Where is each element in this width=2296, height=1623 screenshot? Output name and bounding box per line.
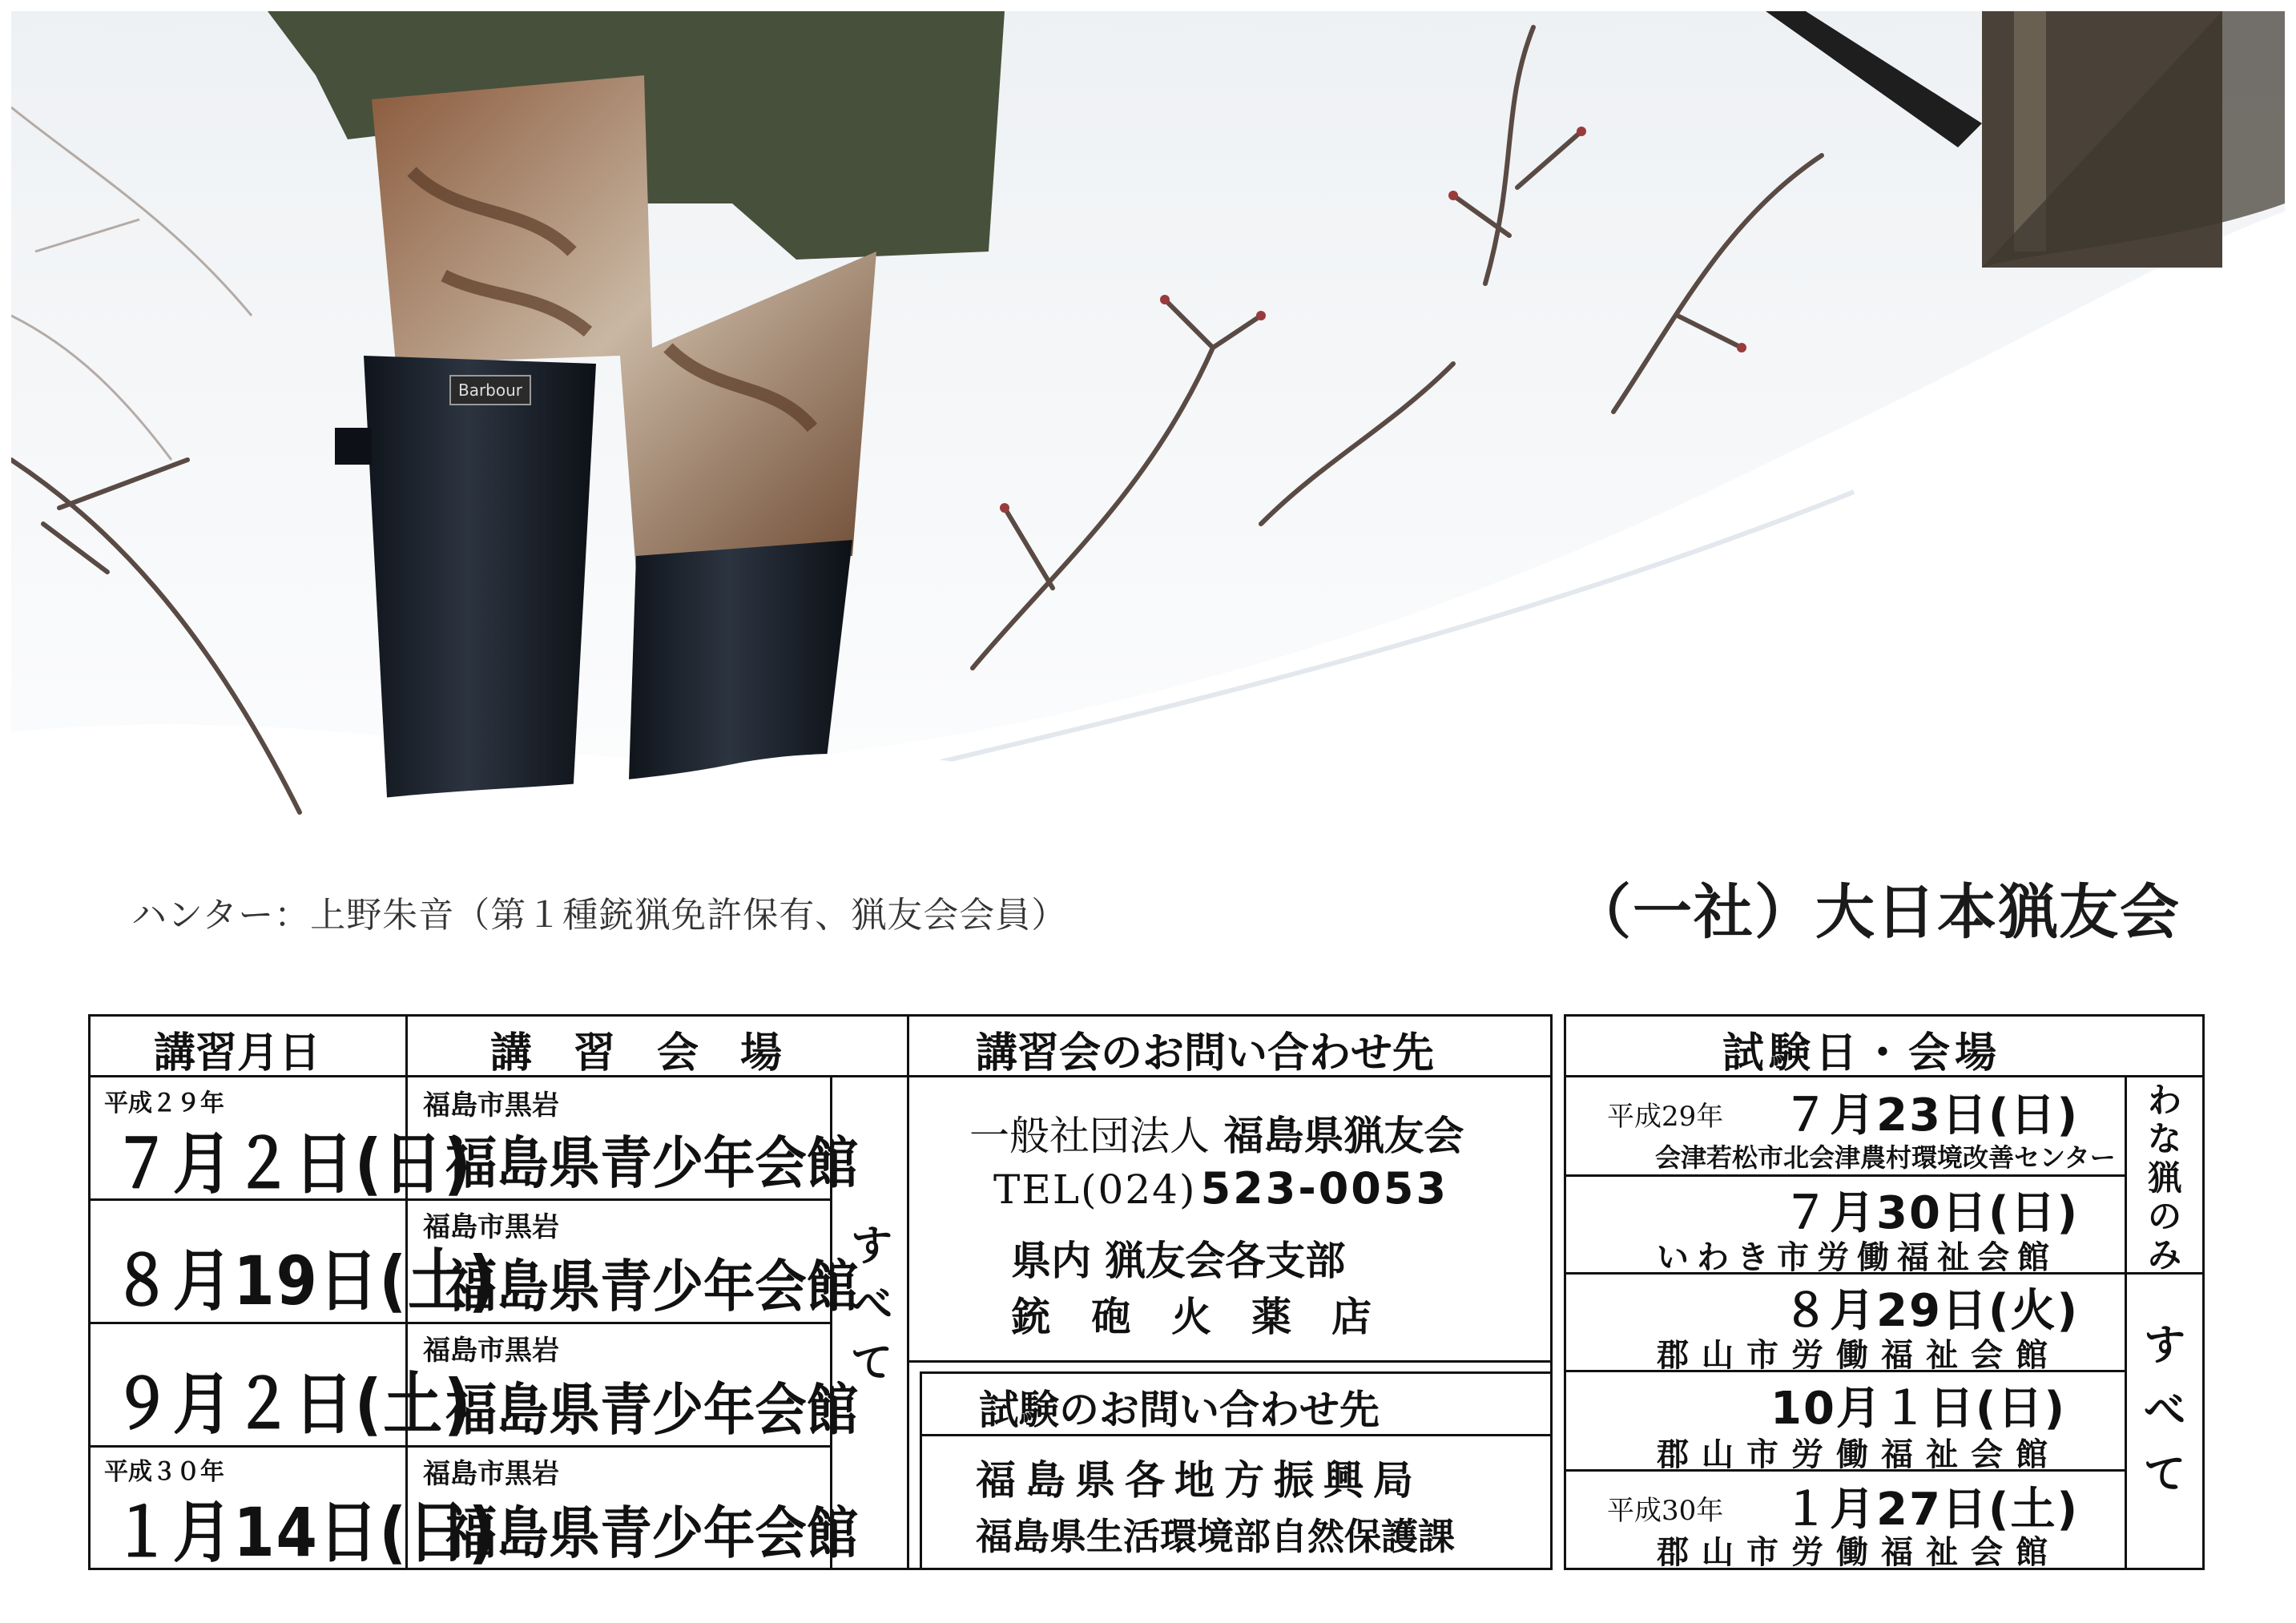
seminar-city: 福島市黒岩 xyxy=(423,1089,559,1122)
seminar-city: 福島市黒岩 xyxy=(423,1335,559,1367)
photo-caption: ハンター：上野朱音（第１種銃猟免許保有、猟友会会員） xyxy=(131,895,1068,936)
contact-tel-label: TEL(024) xyxy=(993,1166,1197,1213)
exam-date: ７月23日(日) xyxy=(1783,1089,2080,1142)
exam-date: 10月１日(日) xyxy=(1770,1383,2067,1435)
seminar-venue: 福島県青少年会館 xyxy=(445,1130,859,1196)
exam-era: 平成29年 xyxy=(1607,1101,1724,1133)
exam-venue: 会津若松市北会津農村環境改善センター xyxy=(1655,1142,2116,1173)
seminar-venue: 福島県青少年会館 xyxy=(445,1377,859,1443)
seminar-venue: 福島県青少年会館 xyxy=(445,1500,859,1566)
contact-org xyxy=(969,1104,1464,1162)
exam-era: 平成30年 xyxy=(1607,1495,1724,1527)
exam-venue: 郡山市労働福祉会館 xyxy=(1657,1436,2060,1473)
contact-tel-number: 523-0053 xyxy=(1200,1163,1449,1214)
snow-scene-illustration xyxy=(11,11,2285,985)
exam-date: ８月29日(火) xyxy=(1783,1285,2080,1337)
exam-venue: 郡山市労働福祉会館 xyxy=(1657,1533,2060,1571)
seminar-date: ９月２日(土) xyxy=(112,1365,473,1444)
exam-table-header: 試験日・会場 xyxy=(1722,1029,2002,1077)
seminar-city: 福島市黒岩 xyxy=(423,1458,559,1490)
header-seminar-venue: 講 習 会 場 xyxy=(490,1029,783,1077)
contact-tel xyxy=(993,1163,1448,1214)
seminar-date: ７月２日(日) xyxy=(112,1125,473,1203)
contact-branches: 県内 猟友会各支部 xyxy=(1011,1237,1346,1284)
hunter-photo xyxy=(11,11,2285,985)
exam-date: ７月30日(日) xyxy=(1783,1187,2080,1239)
seminar-venue: 福島県青少年会館 xyxy=(445,1254,859,1319)
contact-shops: 銃 砲 火 薬 店 xyxy=(1011,1293,1372,1340)
header-seminar-date: 講習月日 xyxy=(154,1029,321,1077)
exam-venue: 郡山市労働福祉会館 xyxy=(1657,1336,2060,1374)
seminar-date: ８月19日(土) xyxy=(112,1242,497,1320)
header-seminar-contact: 講習会のお問い合わせ先 xyxy=(976,1029,1435,1077)
contact-org-prefix: 一般社団法人 xyxy=(969,1113,1210,1159)
exam-contact-line2: 福島県生活環境部自然保護課 xyxy=(976,1515,1455,1558)
exam-contact-header: 試験のお問い合わせ先 xyxy=(979,1387,1380,1433)
exam-contact-line1: 福島県各地方振興局 xyxy=(976,1456,1423,1504)
seminar-era: 平成２９年 xyxy=(104,1089,224,1118)
organization-name: （一社）大日本猟友会 xyxy=(1572,878,2181,947)
contact-org-name: 福島県猟友会 xyxy=(1223,1112,1464,1159)
exam-venue: いわき市労働福祉会館 xyxy=(1657,1238,2057,1276)
exam-trap-only-note: わ な 猟 の み xyxy=(2147,1081,2181,1275)
exam-all-note: す べ て xyxy=(2143,1322,2185,1500)
seminar-era: 平成３０年 xyxy=(104,1458,224,1486)
exam-date: １月27日(土) xyxy=(1783,1484,2080,1536)
seminar-city: 福島市黒岩 xyxy=(423,1211,559,1243)
seminar-all-note: す べ て xyxy=(850,1222,892,1387)
boot-brand-label: Barbour xyxy=(457,381,523,400)
seminar-date: １月14日(日) xyxy=(112,1493,497,1572)
